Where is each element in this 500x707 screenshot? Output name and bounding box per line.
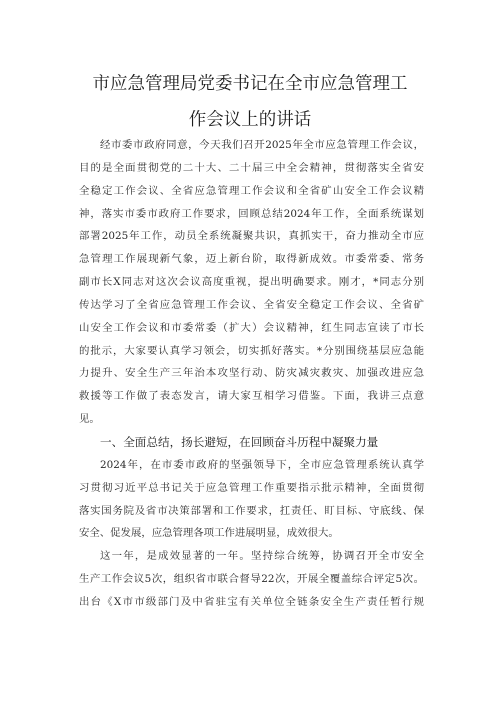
document-title-line-1: 市应急管理局党委书记在全市应急管理工 <box>92 74 408 94</box>
body-line: 目的是全面贯彻党的二十大、二十届三中全会精神，贯彻落实全省安 <box>79 161 424 174</box>
body-line: 急管理工作展现新气象，迈上新台阶，取得新成效。市委常委、常务 <box>79 253 424 266</box>
body-line: 经市委市政府同意，今天我们召开2025年全市应急管理工作会议， <box>100 139 424 151</box>
body-line: 安全、促发展，应急管理各项工作进展明显，成效很大。 <box>79 527 339 540</box>
document-title-line-2: 作会议上的讲话 <box>188 110 312 130</box>
body-line: 救援等工作做了表态发言，请大家互相学习借鉴。下面，我讲三点意 <box>79 390 424 403</box>
section-heading: 一、全面总结，扬长避短，在回顾奋斗历程中凝聚力量 <box>100 434 379 449</box>
body-line: 生产工作会议5次，组织省市联合督导22次，开展全覆盖综合评定5次。 <box>79 573 424 586</box>
body-line: 传达学习了全省应急管理工作会议、全省安全稳定工作会议、全省矿 <box>79 298 424 311</box>
body-line: 的批示，大家要认真学习领会，切实抓好落实。*分别围绕基层应急能 <box>79 344 424 357</box>
body-line: 副市长X同志对这次会议高度重视，提出明确要求。刚才，*同志分别 <box>79 276 424 289</box>
body-line: 这一年，是成效显著的一年。坚持综合统筹，协调召开全市安全 <box>100 550 424 563</box>
body-line: 力提升、安全生产三年治本攻坚行动、防灾减灾救灾、加强改进应急 <box>79 367 424 380</box>
body-line: 全稳定工作会议、全省应急管理工作会议和全省矿山安全工作会议精 <box>79 184 424 197</box>
body-line: 落实国务院及省市决策部署和工作要求，扛责任、盯目标、守底线、保 <box>79 504 424 517</box>
body-line: 见。 <box>79 413 100 426</box>
body-line: 2024年，在市委市政府的坚强领导下，全市应急管理系统认真学 <box>100 458 424 471</box>
body-line: 出台《X市市级部门及中省驻宝有关单位全链条安全生产责任暂行规 <box>79 595 424 608</box>
body-line: 部署2025年工作，动员全系统凝聚共识，真抓实干，奋力推动全市应 <box>79 230 424 243</box>
body-line: 神，落实市委市政府工作要求，回顾总结2024年工作，全面系统谋划 <box>79 207 424 220</box>
document-body <box>79 134 424 614</box>
body-line: 山安全工作会议和市委常委（扩大）会议精神，红生同志宣读了市长 <box>79 321 424 334</box>
body-line: 习贯彻习近平总书记关于应急管理工作重要指示批示精神，全面贯彻 <box>79 481 424 494</box>
